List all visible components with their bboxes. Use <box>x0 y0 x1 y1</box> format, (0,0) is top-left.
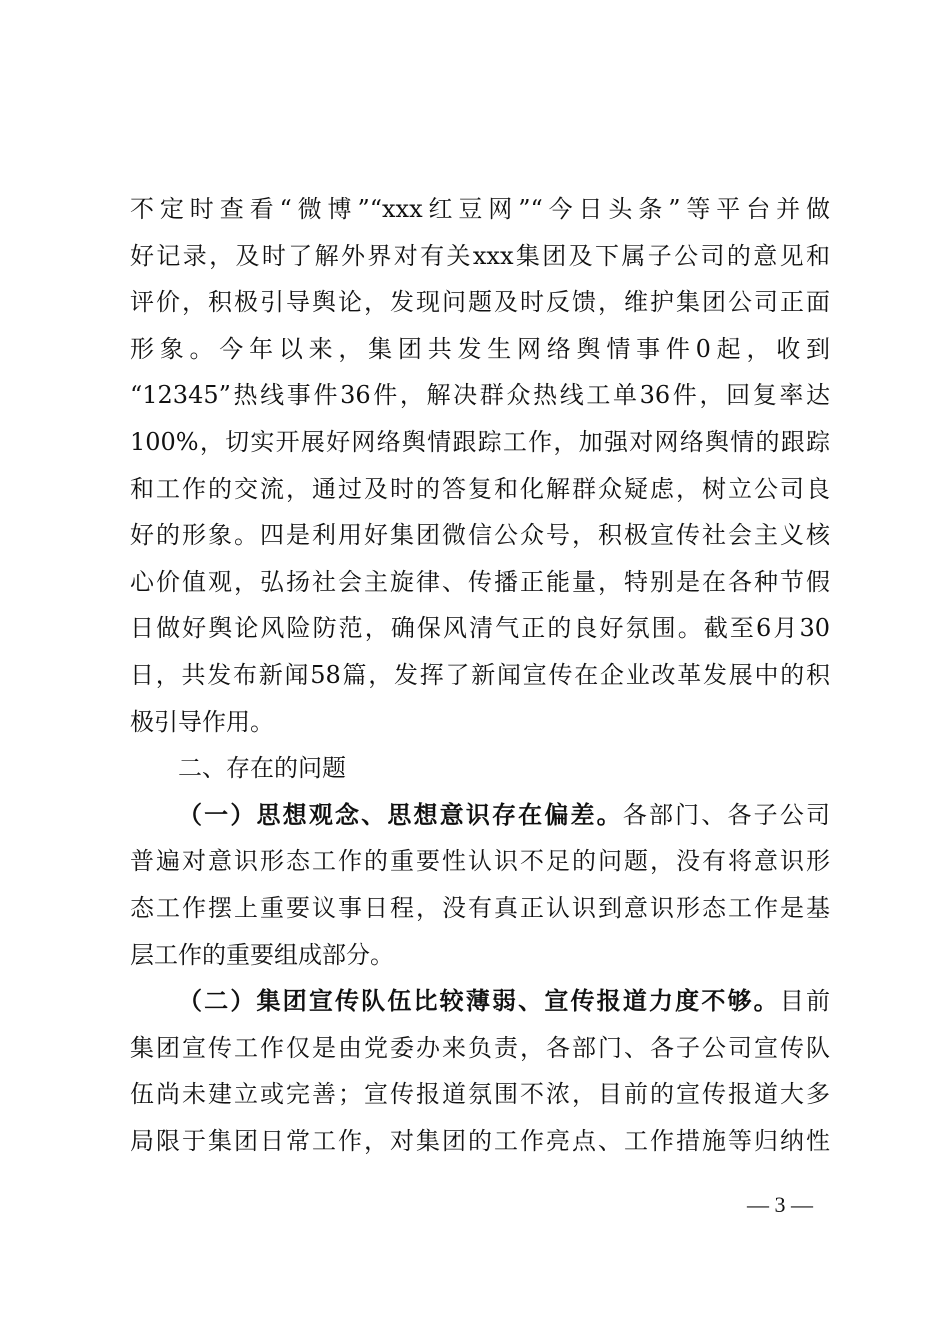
paragraph-line: 态工作摆上重要议事日程，没有真正认识到意识形态工作是基 <box>130 893 830 922</box>
paragraph-line: 集团宣传工作仅是由党委办来负责，各部门、各子公司宣传队 <box>130 1033 830 1062</box>
paragraph-line: 普遍对意识形态工作的重要性认识不足的问题，没有将意识形 <box>130 847 830 876</box>
paragraph-first-line <box>130 792 830 839</box>
paragraph-line: 好记录，及时了解外界对有关xxx集团及下属子公司的意见和 <box>130 241 830 270</box>
paragraph-line: 极引导作用。 <box>130 707 274 736</box>
paragraph-line: 评价，积极引导舆论，发现问题及时反馈，维护集团公司正面 <box>130 288 830 317</box>
paragraph-text: 目前 <box>779 987 830 1016</box>
paragraph-line: 日，共发布新闻58篇，发挥了新闻宣传在企业改革发展中的积 <box>130 660 830 689</box>
paragraph-line: 局限于集团日常工作，对集团的工作亮点、工作措施等归纳性 <box>130 1126 830 1155</box>
paragraph-line: 100%，切实开展好网络舆情跟踪工作，加强对网络舆情的跟踪 <box>130 427 830 456</box>
paragraph-line: “12345”热线事件36件，解决群众热线工单36件，回复率达 <box>130 381 830 410</box>
paragraph-text: 各部门、各子公司 <box>622 800 830 829</box>
paragraph-line: 心价值观，弘扬社会主旋律、传播正能量，特别是在各种节假 <box>130 567 830 596</box>
paragraph-line: 好的形象。四是利用好集团微信公众号，积极宣传社会主义核 <box>130 521 830 550</box>
subheading-bold-lead: （二）集团宣传队伍比较薄弱、宣传报道力度不够。 <box>178 986 780 1016</box>
paragraph-line: 形象。今年以来，集团共发生网络舆情事件0起，收到 <box>130 334 830 363</box>
paragraph-line: 层工作的重要组成部分。 <box>130 940 394 969</box>
page-number: — 3 — <box>747 1192 813 1217</box>
paragraph-first-line <box>130 978 830 1025</box>
paragraph-line: 和工作的交流，通过及时的答复和化解群众疑虑，树立公司良 <box>130 474 830 503</box>
body-text <box>130 186 830 1164</box>
paragraph-line: 伍尚未建立或完善；宣传报道氛围不浓，目前的宣传报道大多 <box>130 1080 830 1109</box>
subheading-bold-lead: （一）思想观念、思想意识存在偏差。 <box>178 799 623 829</box>
paragraph-line: 不定时查看“微博”“xxx红豆网”“今日头条”等平台并做 <box>130 195 830 223</box>
section-heading: 二、存在的问题 <box>178 754 346 783</box>
paragraph-line: 日做好舆论风险防范，确保风清气正的良好氛围。截至6月30 <box>130 614 830 643</box>
